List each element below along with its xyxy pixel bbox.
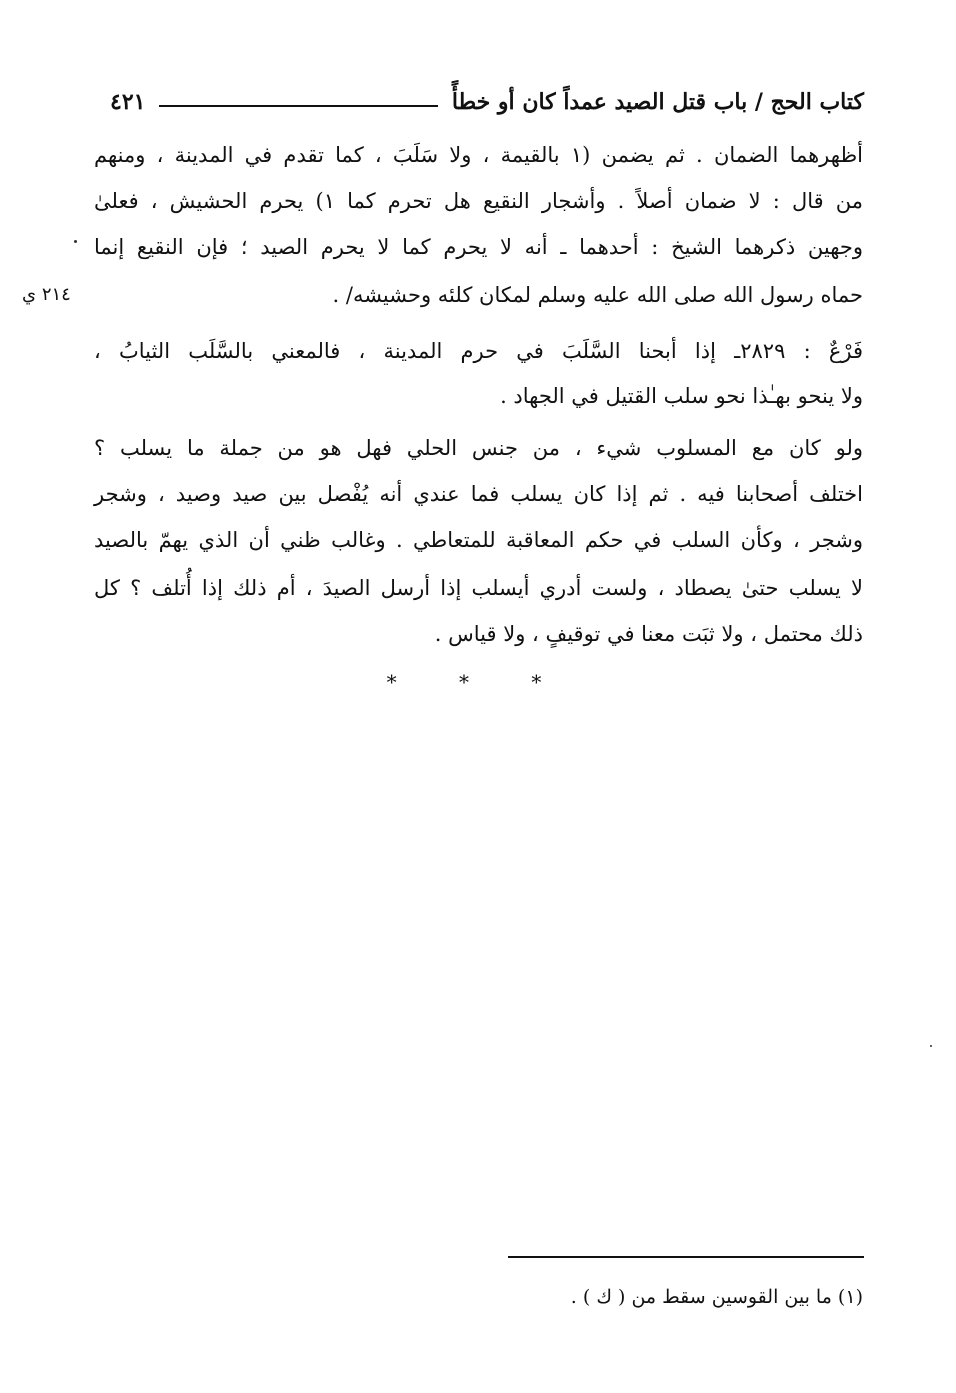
margin-manuscript-note: ٢١٤ ي [22,284,71,305]
text-line-4: حماه رسول الله صلى الله عليه وسلم لمكان كلئه وحشيشه/ . [332,283,863,307]
text-line-6: ولا ينحو بهـٰذا نحو سلب القتيل في الجهاد . [500,384,863,408]
footnote-rule [508,1256,864,1258]
header-rule [159,105,437,107]
text-line-8: اختلف أصحابنا فيه . ثم إذا كان يسلب فما عندي أنه يُفْصل بين صيد وصيد ، وشجر [94,482,863,506]
text-line-7: ولو كان مع المسلوب شيء ، من جنس الحلي فهل هو من جملة ما يسلب ؟ [94,436,863,460]
page-number: ٤٢١ [110,89,146,115]
text-line-1: أظهرهما الضمان . ثم يضمن (١ بالقيمة ، ولا سَلَبَ ، كما تقدم في المدينة ، ومنهم [94,143,863,167]
text-line-10: لا يسلب حتىٰ يصطاد ، ولست أدري أيسلب إذا أرسل الصيدَ ، أم ذلك إذا أُتلف ؟ كل [94,576,863,600]
section-separator: * * * [386,670,570,694]
text-line-9: وشجر ، وكأن السلب في حكم المعاقبة للمتعاطي . وغالب ظني أن الذي يهمّ بالصيد [94,528,863,552]
scan-speck [74,240,77,243]
footnote: (١) ما بين القوسين سقط من ( ك ) . [570,1286,863,1308]
text-line-11: ذلك محتمل ، ولا ثبَت معنا في توقيفٍ ، ولا قياس . [434,622,863,646]
scan-speck [930,1045,932,1047]
text-line-5: فَرْعٌ : ٢٨٢٩ـ إذا أبحنا السَّلَبَ في حرم المدينة ، فالمعني بالسَّلَب الثيابُ ، [94,339,863,363]
running-header [110,82,864,122]
text-line-2: من قال : لا ضمان أصلاً . وأشجار النقيع هل تحرم كما ١) يحرم الحشيش ، فعلىٰ [94,189,863,213]
text-line-3: وجهين ذكرهما الشيخ : أحدهما ـ أنه لا يحرم كما لا يحرم الصيد ؛ فإن النقيع إنما [94,235,863,259]
chapter-title: كتاب الحج / باب قتل الصيد عمداً كان أو خطأً [451,89,864,115]
